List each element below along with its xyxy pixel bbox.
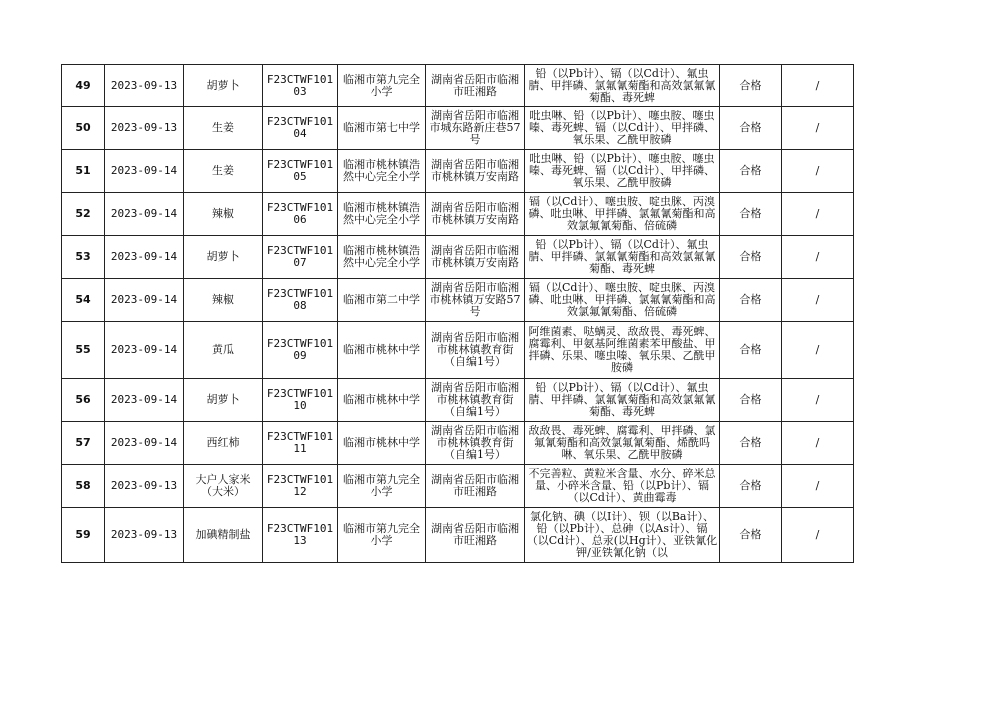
sample-code-cell <box>263 422 338 465</box>
table-row <box>62 65 854 107</box>
sampling-place-cell: 临湘市第二中学 <box>338 279 426 322</box>
test-items-text: 铅（以Pb计）、镉（以Cd计）、氟虫腈、甲拌磷、氯氟氰菊酯和高效氯氟氰菊酯、毒死蜱 <box>528 382 716 418</box>
sample-code-text: F23CTWF10112 <box>266 473 334 498</box>
test-items-text: 吡虫啉、铅（以Pb计）、噻虫胺、噻虫嗪、毒死蜱、镉（以Cd计）、甲拌磷、氧乐果、乙酰甲胺磷 <box>529 153 715 189</box>
product-name-cell: 辣椒 <box>184 279 263 322</box>
table-body <box>62 65 854 563</box>
product-name-cell: 胡萝卜 <box>184 379 263 422</box>
sample-date-cell: 2023-09-14 <box>105 322 184 379</box>
row-number-cell: 53 <box>62 236 105 279</box>
test-items-cell <box>525 279 720 322</box>
sample-code-cell <box>263 379 338 422</box>
sample-date-cell: 2023-09-14 <box>105 193 184 236</box>
sampling-place-cell: 临湘市第九完全小学 <box>338 508 426 563</box>
product-name-cell: 辣椒 <box>184 193 263 236</box>
sampling-place-cell: 临湘市第九完全小学 <box>338 65 426 107</box>
sampling-place-cell: 临湘市桃林中学 <box>338 322 426 379</box>
sample-code-text: F23CTWF10110 <box>266 387 334 412</box>
sampling-address-cell: 湖南省岳阳市临湘市城东路新庄巷57号 <box>426 107 525 150</box>
sampling-place-cell: 临湘市桃林中学 <box>338 422 426 465</box>
sampling-address-cell: 湖南省岳阳市临湘市桃林镇万安南路 <box>426 193 525 236</box>
test-items-cell <box>525 422 720 465</box>
test-result-cell: 合格 <box>720 65 782 107</box>
sample-code-text: F23CTWF10106 <box>266 201 334 226</box>
remark-cell: / <box>782 322 854 379</box>
test-items-text: 敌敌畏、毒死蜱、腐霉利、甲拌磷、氯氟氰菊酯和高效氯氟氰菊酯、烯酰吗啉、氧乐果、乙酰甲胺磷 <box>528 425 716 461</box>
row-number-cell: 56 <box>62 379 105 422</box>
row-number-cell: 57 <box>62 422 105 465</box>
sampling-place-cell: 临湘市第七中学 <box>338 107 426 150</box>
test-items-cell <box>525 379 720 422</box>
sampling-place-cell: 临湘市桃林镇浩然中心完全小学 <box>338 193 426 236</box>
product-name-cell: 加碘精制盐 <box>184 508 263 563</box>
table-row <box>62 150 854 193</box>
test-result-cell: 合格 <box>720 193 782 236</box>
table-row <box>62 465 854 508</box>
product-name-cell: 生姜 <box>184 150 263 193</box>
inspection-results-table <box>61 64 854 563</box>
sampling-address-cell: 湖南省岳阳市临湘市桃林镇教育街（自编1号） <box>426 379 525 422</box>
sample-code-cell <box>263 150 338 193</box>
test-items-cell <box>525 465 720 508</box>
sampling-place-cell: 临湘市桃林镇浩然中心完全小学 <box>338 236 426 279</box>
test-result-cell: 合格 <box>720 508 782 563</box>
test-items-text: 镉（以Cd计）、噻虫胺、啶虫脒、丙溴磷、吡虫啉、甲拌磷、氯氟氰菊酯和高效氯氟氰菊酯、倍硫磷 <box>528 196 716 232</box>
sample-code-cell <box>263 236 338 279</box>
test-result-cell: 合格 <box>720 236 782 279</box>
remark-cell: / <box>782 107 854 150</box>
sample-date-cell: 2023-09-13 <box>105 65 184 107</box>
product-name-cell: 胡萝卜 <box>184 65 263 107</box>
sample-code-text: F23CTWF10105 <box>266 158 334 183</box>
test-items-text: 氯化钠、碘（以I计）、钡（以Ba计）、铅（以Pb计）、总砷（以As计）、镉（以Cd计）、总汞(以Hg计）、亚铁氰化钾/亚铁氰化钠（以 <box>526 511 718 559</box>
sample-date-cell: 2023-09-14 <box>105 279 184 322</box>
test-items-cell <box>525 322 720 379</box>
sampling-address-cell: 湖南省岳阳市临湘市桃林镇万安南路 <box>426 150 525 193</box>
sample-code-text: F23CTWF10108 <box>266 287 334 312</box>
table-row <box>62 279 854 322</box>
product-name-cell: 黄瓜 <box>184 322 263 379</box>
test-items-cell <box>525 150 720 193</box>
test-items-cell <box>525 193 720 236</box>
row-number-cell: 52 <box>62 193 105 236</box>
table-row <box>62 508 854 563</box>
remark-cell: / <box>782 236 854 279</box>
test-result-cell: 合格 <box>720 107 782 150</box>
table-row <box>62 422 854 465</box>
sample-code-cell <box>263 508 338 563</box>
row-number-cell: 59 <box>62 508 105 563</box>
test-items-text: 阿维菌素、哒螨灵、敌敌畏、毒死蜱、腐霉利、甲氨基阿维菌素苯甲酸盐、甲拌磷、乐果、噻虫嗪、氧乐果、乙酰甲胺磷 <box>528 326 716 374</box>
sampling-address-cell: 湖南省岳阳市临湘市旺湘路 <box>426 508 525 563</box>
product-name-cell: 生姜 <box>184 107 263 150</box>
sampling-address-cell: 湖南省岳阳市临湘市旺湘路 <box>426 65 525 107</box>
sample-code-text: F23CTWF10104 <box>266 115 334 140</box>
table-row <box>62 193 854 236</box>
remark-cell: / <box>782 193 854 236</box>
test-result-cell: 合格 <box>720 150 782 193</box>
test-items-cell <box>525 107 720 150</box>
sample-date-cell: 2023-09-14 <box>105 236 184 279</box>
test-result-cell: 合格 <box>720 465 782 508</box>
sample-date-cell: 2023-09-13 <box>105 465 184 508</box>
remark-cell: / <box>782 150 854 193</box>
row-number-cell: 49 <box>62 65 105 107</box>
test-result-cell: 合格 <box>720 279 782 322</box>
row-number-cell: 58 <box>62 465 105 508</box>
table-row <box>62 322 854 379</box>
sample-code-text: F23CTWF10111 <box>266 430 334 455</box>
product-name-cell: 胡萝卜 <box>184 236 263 279</box>
product-name-cell: 大户人家米（大米） <box>184 465 263 508</box>
sample-date-cell: 2023-09-14 <box>105 150 184 193</box>
test-items-text: 铅（以Pb计）、镉（以Cd计）、氟虫腈、甲拌磷、氯氟氰菊酯和高效氯氟氰菊酯、毒死蜱 <box>528 239 716 275</box>
sampling-address-cell: 湖南省岳阳市临湘市桃林镇万安路57号 <box>426 279 525 322</box>
sample-date-cell: 2023-09-13 <box>105 107 184 150</box>
sample-code-text: F23CTWF10109 <box>266 337 334 362</box>
test-result-cell: 合格 <box>720 379 782 422</box>
sample-date-cell: 2023-09-14 <box>105 379 184 422</box>
remark-cell: / <box>782 279 854 322</box>
sample-code-text: F23CTWF10107 <box>266 244 334 269</box>
row-number-cell: 55 <box>62 322 105 379</box>
test-items-cell <box>525 508 720 563</box>
sample-code-cell <box>263 465 338 508</box>
sampling-address-cell: 湖南省岳阳市临湘市旺湘路 <box>426 465 525 508</box>
sample-code-cell <box>263 107 338 150</box>
row-number-cell: 54 <box>62 279 105 322</box>
sample-date-cell: 2023-09-14 <box>105 422 184 465</box>
test-items-cell <box>525 65 720 107</box>
sampling-address-cell: 湖南省岳阳市临湘市桃林镇教育街（自编1号） <box>426 422 525 465</box>
test-items-text: 吡虫啉、铅（以Pb计）、噻虫胺、噻虫嗪、毒死蜱、镉（以Cd计）、甲拌磷、氧乐果、乙酰甲胺磷 <box>529 110 715 146</box>
test-items-text: 铅（以Pb计）、镉（以Cd计）、氟虫腈、甲拌磷、氯氟氰菊酯和高效氯氟氰菊酯、毒死蜱 <box>528 67 716 104</box>
remark-cell: / <box>782 65 854 107</box>
test-items-cell <box>525 236 720 279</box>
sampling-address-cell: 湖南省岳阳市临湘市桃林镇万安南路 <box>426 236 525 279</box>
table-row <box>62 379 854 422</box>
remark-cell: / <box>782 379 854 422</box>
test-items-text: 不完善粒、黄粒米含量、水分、碎米总量、小碎米含量、铅（以Pb计）、镉（以Cd计）、黄曲霉毒 <box>528 468 716 504</box>
test-result-cell: 合格 <box>720 322 782 379</box>
sample-code-cell <box>263 279 338 322</box>
row-number-cell: 51 <box>62 150 105 193</box>
test-items-text: 镉（以Cd计）、噻虫胺、啶虫脒、丙溴磷、吡虫啉、甲拌磷、氯氟氰菊酯和高效氯氟氰菊酯、倍硫磷 <box>528 282 716 318</box>
sample-date-cell: 2023-09-13 <box>105 508 184 563</box>
sampling-place-cell: 临湘市桃林镇浩然中心完全小学 <box>338 150 426 193</box>
sample-code-cell <box>263 193 338 236</box>
table-row <box>62 107 854 150</box>
sample-code-cell <box>263 322 338 379</box>
test-result-cell: 合格 <box>720 422 782 465</box>
sample-code-cell <box>263 65 338 107</box>
remark-cell: / <box>782 465 854 508</box>
product-name-cell: 西红柿 <box>184 422 263 465</box>
table-row <box>62 236 854 279</box>
sampling-place-cell: 临湘市桃林中学 <box>338 379 426 422</box>
sampling-place-cell: 临湘市第九完全小学 <box>338 465 426 508</box>
remark-cell: / <box>782 508 854 563</box>
sampling-address-cell: 湖南省岳阳市临湘市桃林镇教育街（自编1号） <box>426 322 525 379</box>
sample-code-text: F23CTWF10113 <box>266 522 334 547</box>
row-number-cell: 50 <box>62 107 105 150</box>
remark-cell: / <box>782 422 854 465</box>
sample-code-text: F23CTWF10103 <box>266 72 334 98</box>
